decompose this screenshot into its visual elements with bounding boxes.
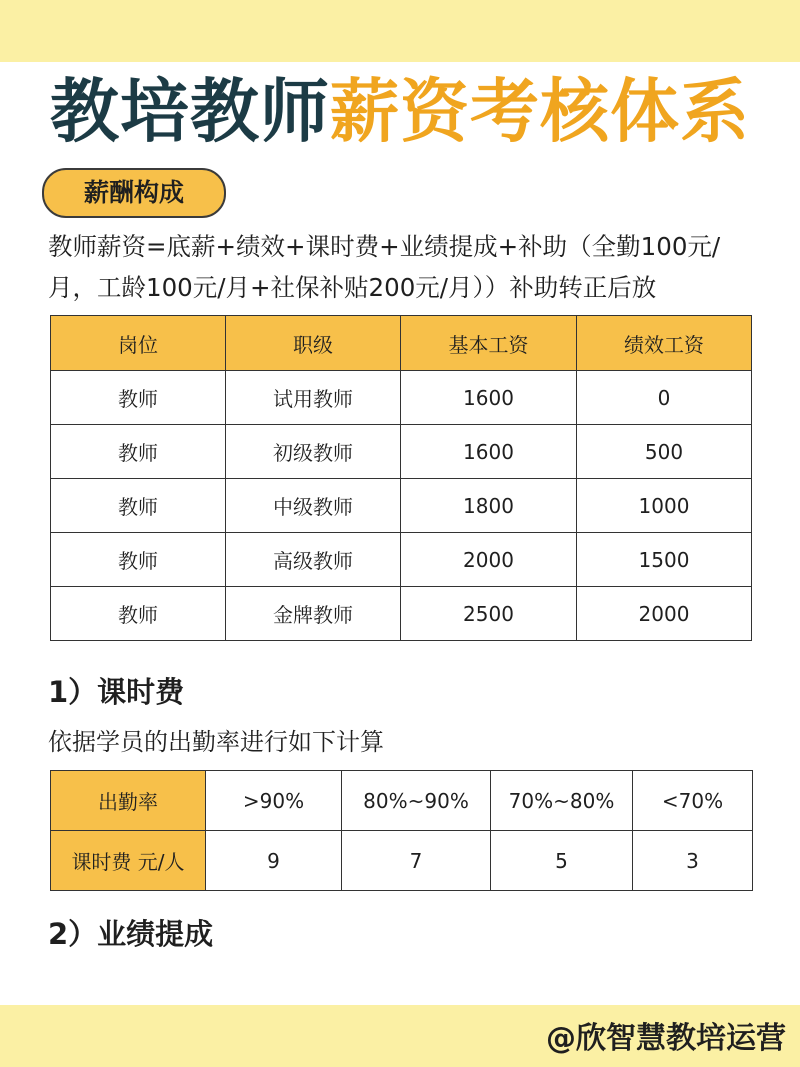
table-cell: 教师 xyxy=(51,371,226,425)
description-line: 月，工龄100元/月+社保补贴200元/月））补助转正后放 xyxy=(48,273,657,302)
table-cell: 1500 xyxy=(577,533,752,587)
header-cell: 岗位 xyxy=(51,316,226,371)
table-cell: 1600 xyxy=(401,371,577,425)
table-cell: 2000 xyxy=(577,587,752,641)
salary-table xyxy=(50,315,752,641)
table-row xyxy=(51,479,752,533)
table-cell: 高级教师 xyxy=(226,533,401,587)
table-cell: 500 xyxy=(577,425,752,479)
header-cell: 职级 xyxy=(226,316,401,371)
table-cell: 5 xyxy=(491,831,633,891)
top-band xyxy=(0,0,800,62)
table-cell: 7 xyxy=(342,831,491,891)
table-cell: 试用教师 xyxy=(226,371,401,425)
table-cell: 教师 xyxy=(51,587,226,641)
table-row xyxy=(51,425,752,479)
table-cell: 9 xyxy=(206,831,342,891)
table-cell: 80%~90% xyxy=(342,771,491,831)
table-cell: 教师 xyxy=(51,425,226,479)
title-part-dark: 教培教师 xyxy=(50,72,330,152)
table-cell: 1000 xyxy=(577,479,752,533)
section-pill: 薪酬构成 xyxy=(42,168,226,218)
table-cell: 3 xyxy=(633,831,753,891)
row-label: 出勤率 xyxy=(51,771,206,831)
table-cell: 金牌教师 xyxy=(226,587,401,641)
table-row xyxy=(51,771,753,831)
table-cell: <70% xyxy=(633,771,753,831)
header-cell: 绩效工资 xyxy=(577,316,752,371)
table-cell: 2000 xyxy=(401,533,577,587)
title-part-orange: 薪资考核体系 xyxy=(330,72,750,152)
table-cell: 1600 xyxy=(401,425,577,479)
class-fee-table xyxy=(50,770,753,891)
table-cell: 中级教师 xyxy=(226,479,401,533)
table-row xyxy=(51,587,752,641)
table-cell: 2500 xyxy=(401,587,577,641)
header-cell: 基本工资 xyxy=(401,316,577,371)
table-cell: >90% xyxy=(206,771,342,831)
table-header-row xyxy=(51,316,752,371)
description-line: 教师薪资=底薪+绩效+课时费+业绩提成+补助（全勤100元/ xyxy=(48,232,721,261)
section-subtitle: 依据学员的出勤率进行如下计算 xyxy=(48,728,384,756)
table-cell: 初级教师 xyxy=(226,425,401,479)
table-row xyxy=(51,371,752,425)
author-handle: @欣智慧教培运营 xyxy=(546,1021,786,1056)
table-row xyxy=(51,533,752,587)
table-cell: 0 xyxy=(577,371,752,425)
row-label: 课时费 元/人 xyxy=(51,831,206,891)
page-title xyxy=(0,62,800,162)
table-cell: 教师 xyxy=(51,479,226,533)
table-cell: 70%~80% xyxy=(491,771,633,831)
table-cell: 1800 xyxy=(401,479,577,533)
salary-description xyxy=(48,226,768,308)
section-heading-class-fee: 1）课时费 xyxy=(48,675,185,709)
section-heading-commission: 2）业绩提成 xyxy=(48,917,214,951)
table-cell: 教师 xyxy=(51,533,226,587)
table-row xyxy=(51,831,753,891)
